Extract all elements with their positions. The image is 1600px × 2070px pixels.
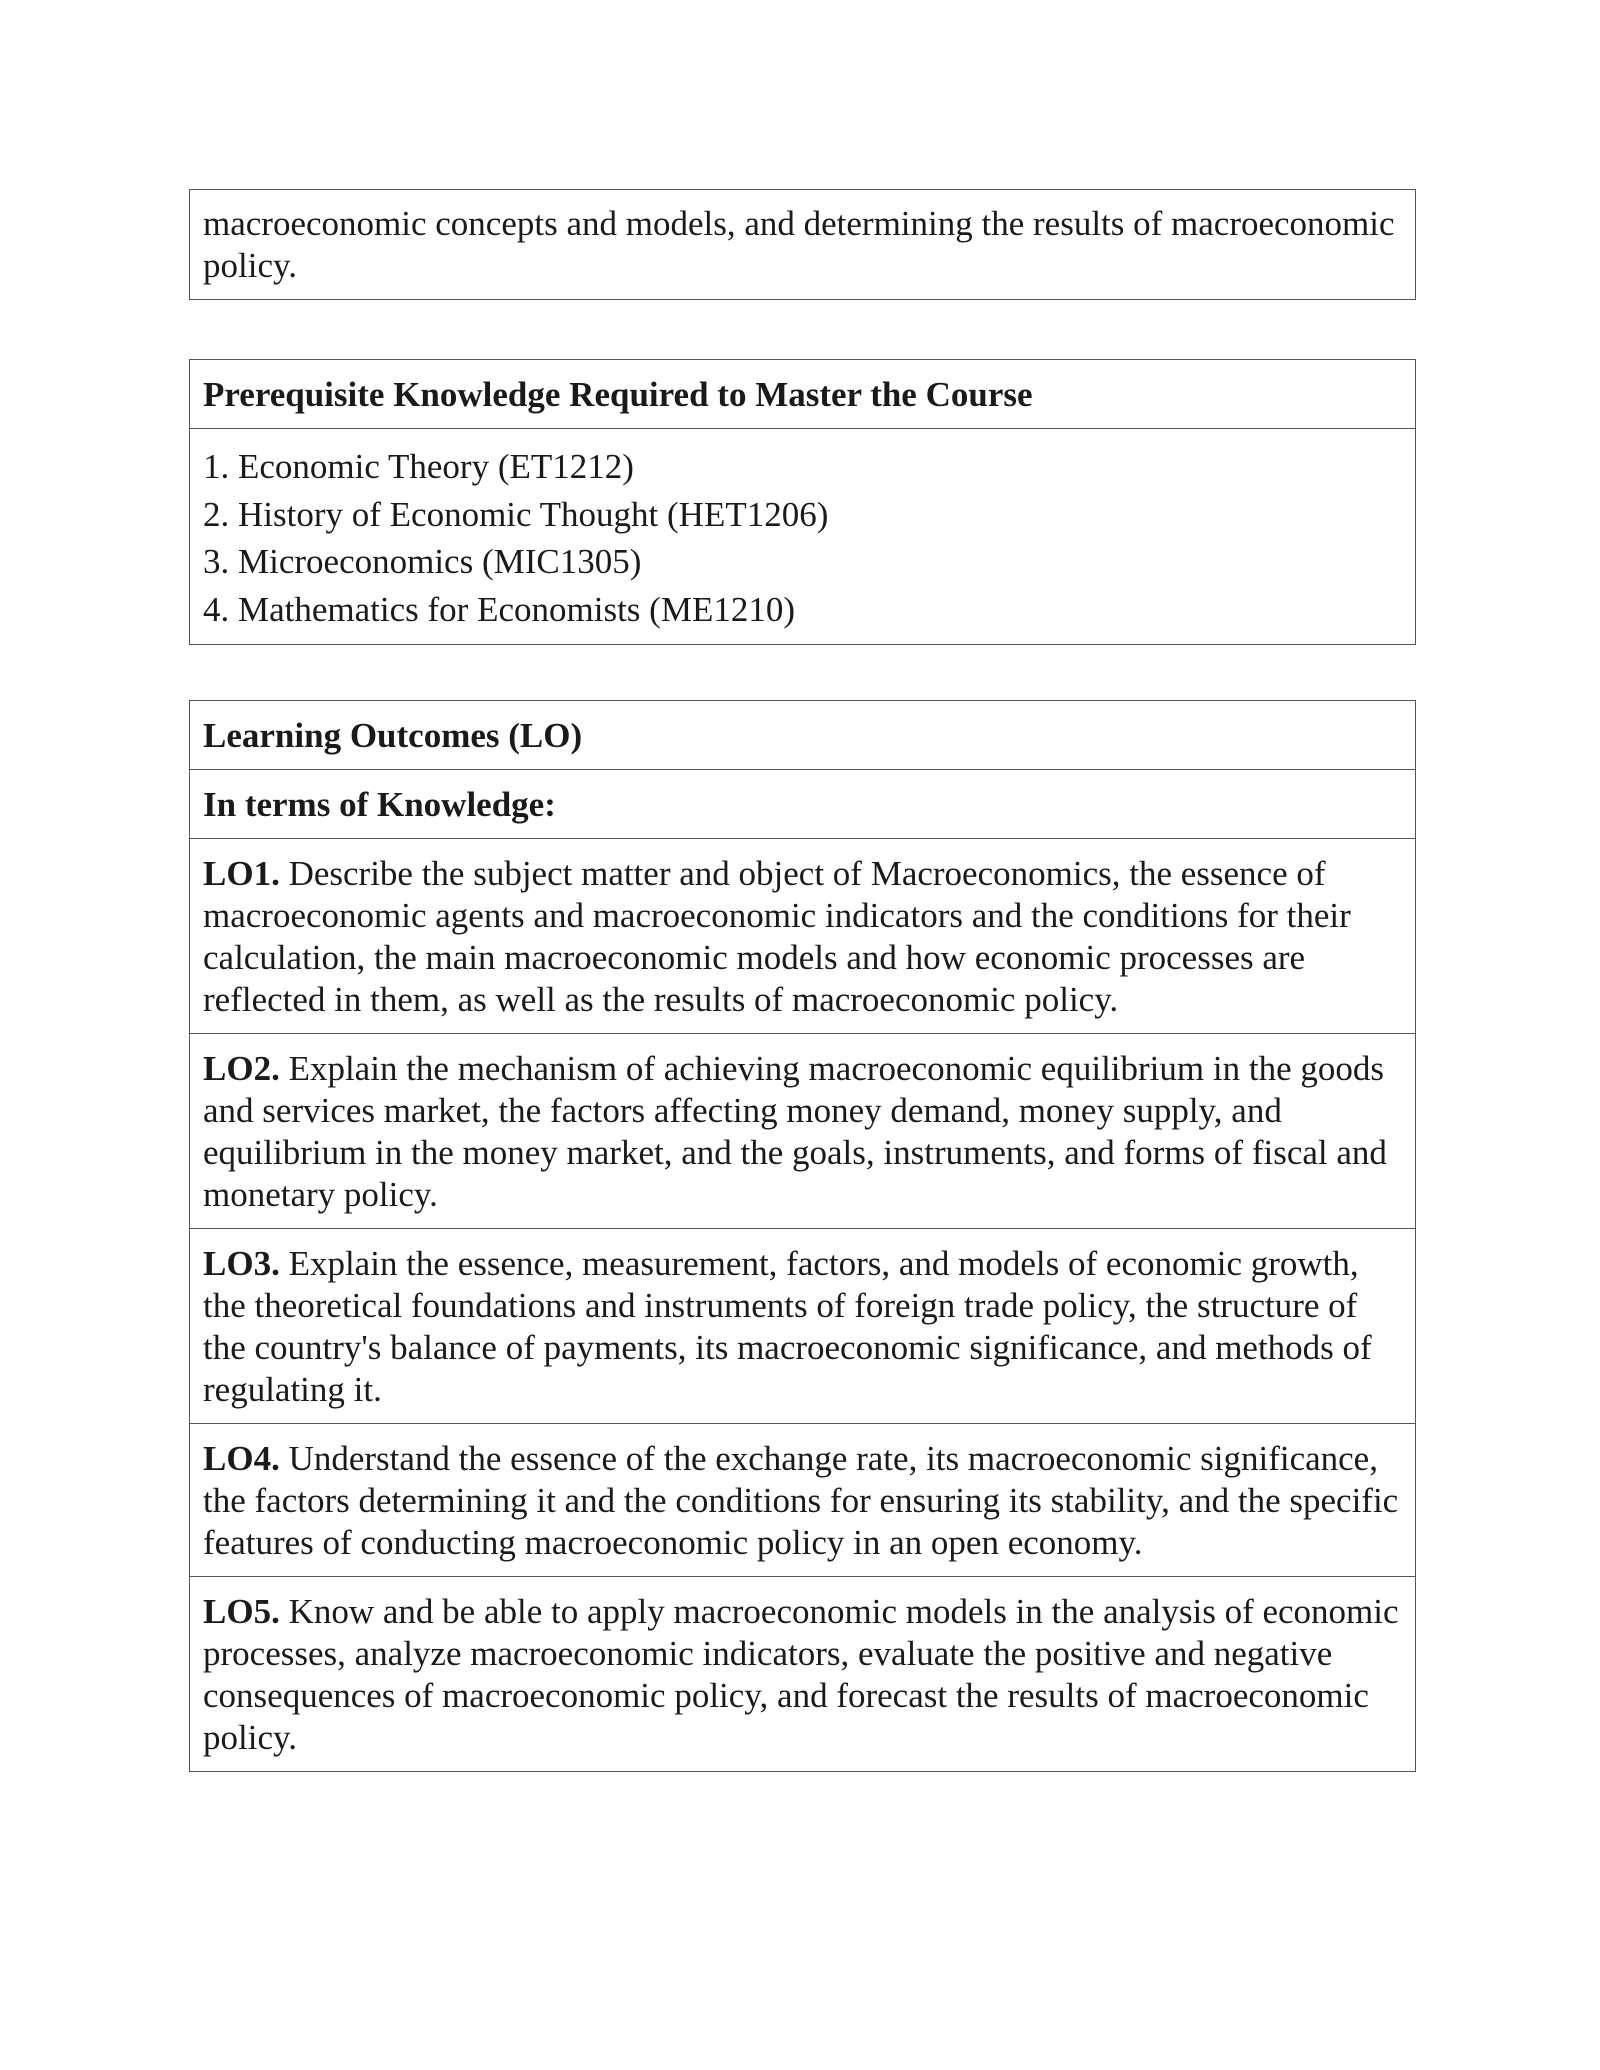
- lo-id: LO4.: [203, 1439, 280, 1478]
- learning-outcome-lo1: [190, 838, 1415, 1033]
- learning-outcomes-title: Learning Outcomes (LO): [203, 716, 583, 755]
- lo-text: Understand the essence of the exchange rate, its macroeconomic significance, the factors determining it and the conditions for ensuring its stability, and the specific features of conducting macroeconomic policy in an open economy.: [203, 1439, 1399, 1562]
- prerequisite-item: 2. History of Economic Thought (HET1206): [203, 494, 829, 534]
- lo-id: LO5.: [203, 1592, 280, 1631]
- learning-outcome-lo2: [190, 1033, 1415, 1228]
- learning-outcome-lo4: [190, 1423, 1415, 1576]
- prerequisites-table: [189, 359, 1416, 645]
- prerequisite-item: 1. Economic Theory (ET1212): [203, 447, 634, 486]
- lo-id: LO3.: [203, 1244, 280, 1283]
- continuation-text: macroeconomic concepts and models, and determining the results of macroeconomic policy.: [203, 204, 1395, 285]
- learning-outcomes-table: [189, 700, 1416, 1772]
- continuation-table: [189, 189, 1416, 300]
- lo-text: Explain the essence, measurement, factors, and models of economic growth, the theoretical foundations and instruments of foreign trade policy, the structure of the country's balance of payments, its macroeconomic significance, and methods of regulating it.: [203, 1244, 1372, 1409]
- prerequisite-item: 3. Microeconomics (MIC1305): [203, 542, 642, 581]
- lo-text: Explain the mechanism of achieving macroeconomic equilibrium in the goods and services market, the factors affecting money demand, money supply, and equilibrium in the money market, and the goals, instruments, and forms of fiscal and monetary policy.: [203, 1049, 1387, 1214]
- learning-outcome-lo5: [190, 1576, 1415, 1771]
- lo-id: LO1.: [203, 854, 280, 893]
- lo-text: Know and be able to apply macroeconomic models in the analysis of economic processes, analyze macroeconomic indicators, evaluate the positive and negative consequences of macroeconomic policy, and forecast the results of macroeconomic policy.: [203, 1592, 1399, 1757]
- lo-id: LO2.: [203, 1049, 280, 1088]
- lo-text: Describe the subject matter and object of Macroeconomics, the essence of macroeconomic agents and macroeconomic indicators and the conditions for their calculation, the main macroeconomic models and how economic processes are reflected in them, as well as the results of macroeconomic policy.: [203, 854, 1351, 1019]
- prerequisites-list: [190, 428, 1415, 644]
- knowledge-subtitle: In terms of Knowledge:: [190, 769, 1415, 838]
- prerequisites-title: Prerequisite Knowledge Required to Master the Course: [203, 375, 1033, 414]
- learning-outcome-lo3: [190, 1228, 1415, 1423]
- prerequisite-item: 4. Mathematics for Economists (ME1210): [203, 589, 795, 629]
